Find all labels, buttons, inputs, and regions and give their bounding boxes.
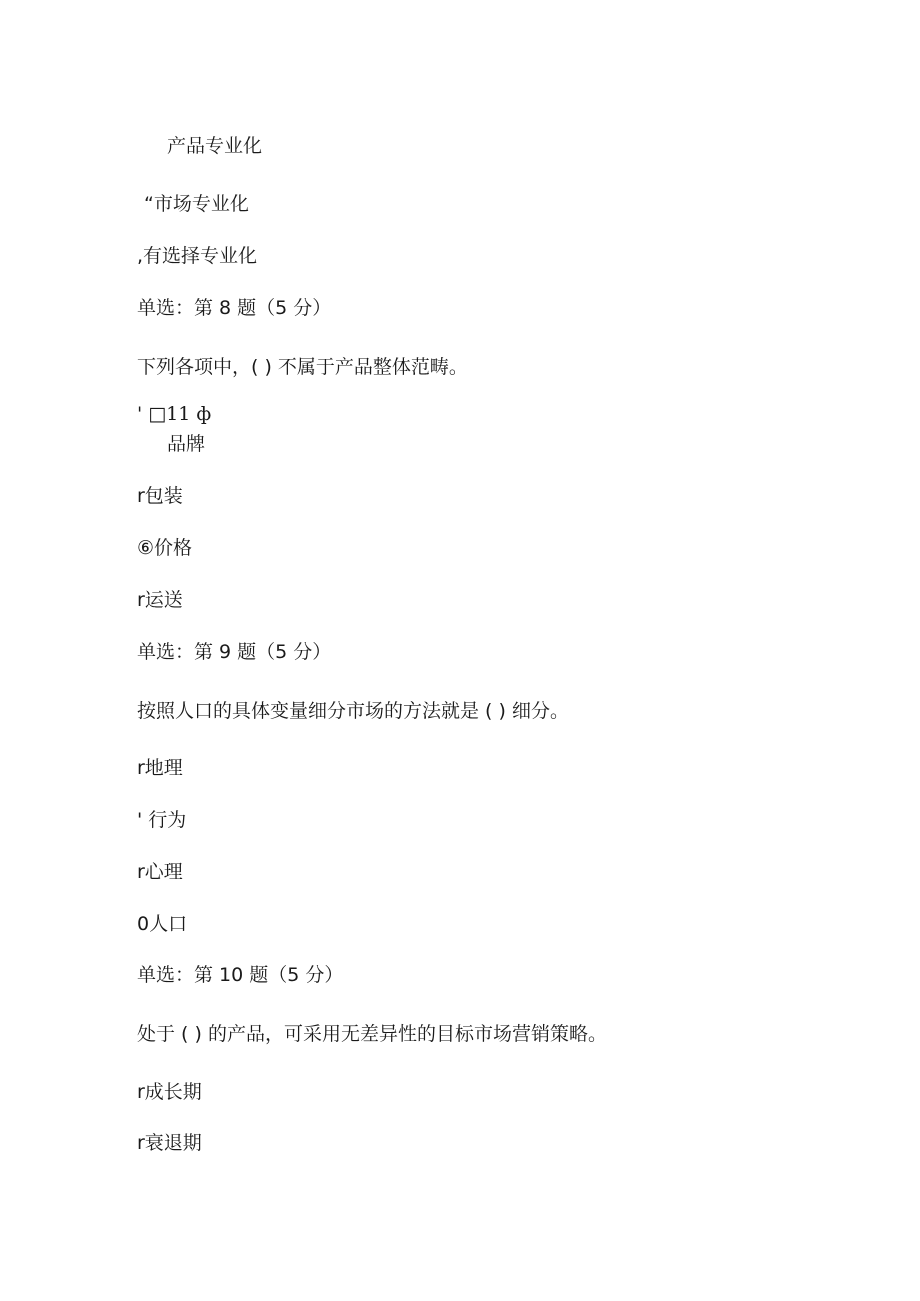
option-demographic-selected: 0人口 <box>137 913 188 935</box>
option-garbled-text: ' □11 ф <box>137 403 212 425</box>
option-growth-stage: r成长期 <box>137 1081 202 1103</box>
option-decline-stage: r衰退期 <box>137 1132 202 1154</box>
option-behavioral: ' 行为 <box>137 809 187 831</box>
option-brand: 品牌 <box>167 433 206 455</box>
option-market-specialization: “市场专业化 <box>144 193 249 215</box>
question-8-text: 下列各项中，( ) 不属于产品整体范畴。 <box>137 356 468 378</box>
question-10-header: 单选：第 10 题（5 分） <box>137 964 344 986</box>
question-8-header: 单选：第 8 题（5 分） <box>137 297 332 319</box>
option-delivery: r运送 <box>137 589 183 611</box>
option-price-selected: ⑥价格 <box>137 537 193 559</box>
option-psychological: r心理 <box>137 861 183 883</box>
question-9-header: 单选：第 9 题（5 分） <box>137 641 332 663</box>
option-geographic: r地理 <box>137 757 183 779</box>
option-product-specialization: 产品专业化 <box>167 135 263 157</box>
question-10-text: 处于 ( ) 的产品，可采用无差异性的目标市场营销策略。 <box>137 1023 607 1045</box>
option-packaging: r包装 <box>137 485 183 507</box>
question-9-text: 按照人口的具体变量细分市场的方法就是 ( ) 细分。 <box>137 700 569 722</box>
option-selective-specialization: ,有选择专业化 <box>137 245 258 267</box>
